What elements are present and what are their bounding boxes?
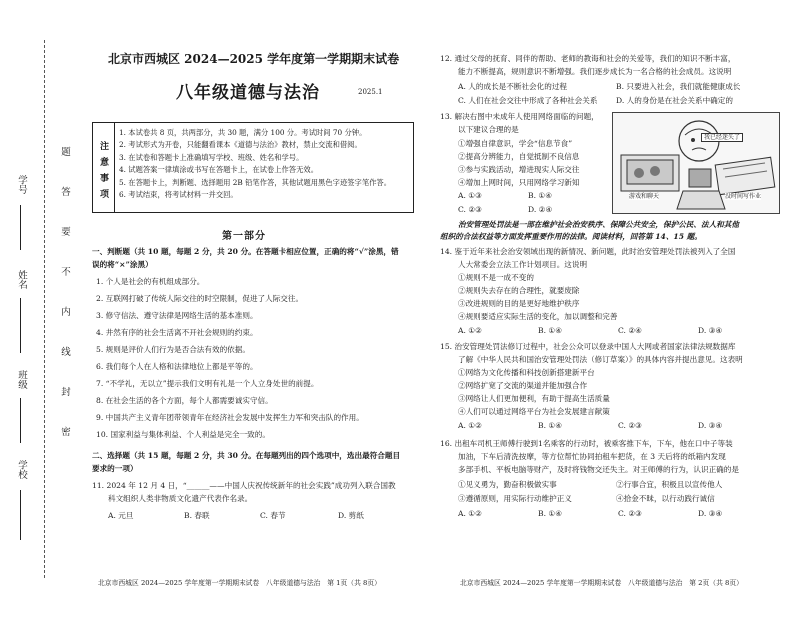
q14-option: D. ③④: [698, 326, 723, 335]
material-intro-line: 治安管理处罚法是一部在维护社会治安秩序、保障公共安全，保护公民、法人和其他: [458, 220, 739, 229]
q15-choice: ③网络让人们更加便利，有助于提高生活质量: [458, 394, 610, 403]
q14-choice: ④规则要适应实际生活的变化，加以调整和完善: [458, 312, 618, 321]
notice-item: 1. 本试卷共 8 页，共两部分，共 30 题，满分 100 分。考试时间 70 分钟。: [119, 128, 367, 137]
q12-option: B. 只要进入社会，我们就能健康成长: [616, 82, 741, 91]
exam-date: 2025.1: [358, 88, 383, 96]
q11-option: D. 剪纸: [338, 511, 364, 520]
q11-option: C. 春节: [260, 511, 286, 520]
notice-item: 6. 考试结束，将考试材料一并交回。: [119, 190, 238, 200]
notice-item: 5. 在答题卡上，判断题、选择题用 2B 铅笔作答，其他试题用黑色字迹签字笔作答。: [119, 177, 392, 187]
q14-option: C. ②④: [618, 326, 642, 335]
notice-label: 注意事项: [93, 123, 115, 212]
seal-word: 要: [61, 227, 71, 238]
choice-intro-line: 要求的一项）: [92, 464, 138, 473]
q13-option: D. ②④: [528, 205, 553, 214]
gutter-label-student-id: 学号: [16, 175, 27, 194]
q14-option: A. ①②: [458, 326, 482, 335]
gutter-label-name: 姓名: [16, 270, 27, 289]
page-footer: 北京市西城区 2024—2025 学年度第一学期期末试卷 八年级道德与法治 第 2页（共 8页）: [460, 579, 743, 587]
seal-word: 不: [61, 267, 71, 278]
q15-choice: ④人们可以通过网络平台为社会发展建言献策: [458, 407, 610, 416]
q15-option: C. ②③: [618, 421, 642, 430]
notice-item: 2. 考试形式为开卷，只能翻看课本《道德与法治》教材，禁止交流和借阅。: [119, 140, 362, 150]
q13-option: A. ①③: [458, 191, 482, 200]
q16-stem-line: 多部手机、平板电脑等财产，及时将钱物交还失主。对王师傅的行为，认识正确的是: [458, 465, 739, 474]
q16-option: B. ①④: [538, 509, 563, 518]
seal-word: 封: [61, 387, 71, 398]
subject-title: 八年级道德与法治: [176, 83, 320, 103]
student-id-blank: [20, 205, 21, 250]
q13-stem-line: 13. 解决右图中未成年人使用网络面临的问题，: [440, 112, 599, 121]
q16-stem-line: 16. 出租车司机王师傅行驶到1名乘客的行动时，被乘客推下车，下车，他在口中子等装: [440, 439, 733, 448]
judge-item: 3. 修守信法、遵守法律是网络生活的基本准则。: [96, 311, 258, 320]
page-footer: 北京市西城区 2024—2025 学年度第一学期期末试卷 八年级道德与法治 第 1页（共 8页）: [98, 579, 381, 587]
notice-item: 3. 在试卷和答题卡上准确填写学校、班级、姓名和学号。: [119, 152, 304, 162]
name-blank: [20, 298, 21, 353]
q15-choice: ②网络扩宽了交流的渠道并能加强合作: [458, 381, 588, 390]
q12-stem-line: 12. 通过父母的抚育、同伴的帮助、老师的教诲和社会的关爱等，我们的知识不断丰富，: [440, 54, 736, 63]
material-intro-line: 组织的合法权益等方面发挥重要作用的法律。阅读材料，回答第 14、15 题。: [440, 232, 702, 241]
q13-choice: ②提高分辨能力，自觉抵制不良信息: [458, 152, 580, 161]
q16-choice: ④拾金不昧，以行动践行诚信: [616, 494, 715, 503]
q15-option: D. ③④: [698, 421, 723, 430]
q16-choice: ①见义勇为，勤奋积极做实事: [458, 480, 557, 489]
internet-addiction-cartoon: [612, 112, 780, 214]
q11-stem-line: 科文组织人类非物质文化遗产代表作名录。: [108, 494, 253, 503]
seal-line: [44, 40, 45, 578]
judge-item: 7. “不学礼，无以立”提示我们文明有礼是一个人立身处世的前提。: [96, 379, 319, 388]
q14-stem-line: 14. 鉴于近年来社会治安领域出现的新情况、新问题，此时治安管理处罚法被列入了全国: [440, 247, 736, 256]
q16-option: A. ①②: [458, 509, 482, 518]
judge-item: 1. 个人是社会的有机组成部分。: [96, 277, 205, 286]
q12-option: C. 人们在社会交往中形成了各种社会关系: [458, 96, 598, 105]
q15-option: A. ①②: [458, 421, 482, 430]
seal-word: 答: [61, 187, 71, 198]
binding-gutter: [0, 0, 88, 618]
q11-option: A. 元旦: [108, 511, 134, 520]
q16-option: D. ③④: [698, 509, 723, 518]
page-2: [436, 0, 788, 618]
seal-word: 题: [61, 147, 71, 158]
cartoon-caption: 游戏和聊天: [629, 193, 660, 200]
q14-choice: ①规则不是一成不变的: [458, 273, 534, 282]
q16-option: C. ②③: [618, 509, 642, 518]
q14-choice: ②规则失去存在的合理性，就要废除: [458, 286, 580, 295]
q12-option: D. 人的身份是在社会关系中确定的: [616, 96, 733, 105]
page-1: [88, 0, 433, 618]
q13-choice: ①增强自律意识，学会“信息节食”: [458, 139, 573, 148]
seal-word: 密: [61, 427, 71, 438]
class-blank: [20, 398, 21, 443]
school-blank: [20, 490, 21, 540]
judge-item: 6. 我们每个人在人格和法律地位上都是平等的。: [96, 362, 258, 371]
q15-stem-line: 15. 治安管理处罚法修订过程中，社会公众可以登录中国人大网或者国家法律法规数据库: [440, 342, 736, 351]
judge-item: 5. 规则是评价人们行为是否合法有效的依据。: [96, 345, 250, 354]
q12-option: A. 人的成长是不断社会化的过程: [458, 82, 568, 91]
notice-items: [119, 127, 409, 201]
q13-option: B. ①④: [528, 191, 553, 200]
judge-item: 10. 国家利益与集体利益、个人利益是完全一致的。: [96, 430, 270, 439]
q15-stem-line: 了解《中华人民共和国治安管理处罚法（修订草案）》的具体内容并提出意见。这表明: [458, 355, 743, 364]
q15-option: B. ①④: [538, 421, 563, 430]
choice-intro-line: 二、选择题（共 15 题，每题 2 分，共 30 分。在每题列出的四个选项中，选出最符合题目: [92, 451, 401, 460]
judge-intro-line: 误的将“×”涂黑）: [92, 260, 153, 269]
seal-word: 内: [61, 307, 71, 318]
q13-choice: ④增加上网时间，只用网络学习新知: [458, 178, 580, 187]
judge-item: 4. 井然有序的社会生活离不开社会规则的约束。: [96, 328, 258, 337]
judge-intro-line: 一、判断题（共 10 题，每题 2 分，共 20 分。在答题卡相应位置，正确的将“√”涂黑，错: [92, 247, 399, 256]
q11-option: B. 春联: [184, 511, 210, 520]
seal-word: 线: [61, 347, 71, 358]
judge-item: 9. 中国共产主义青年团带领青年在经济社会发展中发挥生力军和突击队的作用。: [96, 413, 364, 422]
q13-option: C. ②③: [458, 205, 482, 214]
judge-item: 8. 在社会生活的各个方面，每个人都需要诚实守信。: [96, 396, 273, 405]
gutter-label-class: 班级: [16, 370, 27, 389]
q14-stem-line: 人大常委会立法工作计划项目。这说明: [458, 260, 588, 269]
q16-stem-line: 加油，下车后清洗按摩，等方位帮忙协同拍租车把货，在 3 天后将的纸箱内发现: [458, 452, 726, 461]
exam-title: 北京市西城区 2024—2025 学年度第一学期期末试卷: [108, 52, 400, 66]
judge-item: 2. 互联网打破了传统人际交往的时空限制，促进了人际交往。: [96, 294, 304, 303]
q11-stem-line: 11. 2024 年 12 月 4 日，“______——中国人庆祝传统新年的社会实践”成功列入联合国教: [92, 481, 396, 490]
q12-stem-line: 能力不断提高，规则意识不断增强。我们逐步成长为一名合格的社会成员。这说明: [458, 67, 732, 76]
q13-choice: ③参与实践活动，增进现实人际交往: [458, 165, 580, 174]
part-heading: 第一部分: [222, 231, 266, 242]
q16-choice: ②行事合宜，积极且以宣传他人: [616, 480, 723, 489]
q13-stem-line: 以下建议合理的是: [458, 125, 519, 134]
q14-choice: ③改进规则的目的是更好地维护秩序: [458, 299, 580, 308]
q16-choice: ③遵循原则，用实际行动维护正义: [458, 494, 572, 503]
cartoon-caption: 我已经迷失了: [701, 133, 743, 142]
q14-option: B. ①④: [538, 326, 563, 335]
gutter-label-school: 学校: [16, 460, 27, 479]
cartoon-caption: 没时间写作业: [725, 193, 762, 200]
q15-choice: ①网络为文化传播和科技创新搭建新平台: [458, 368, 595, 377]
notice-item: 4. 试题答案一律填涂或书写在答题卡上，在试卷上作答无效。: [119, 165, 318, 175]
notice-box: [92, 122, 414, 213]
